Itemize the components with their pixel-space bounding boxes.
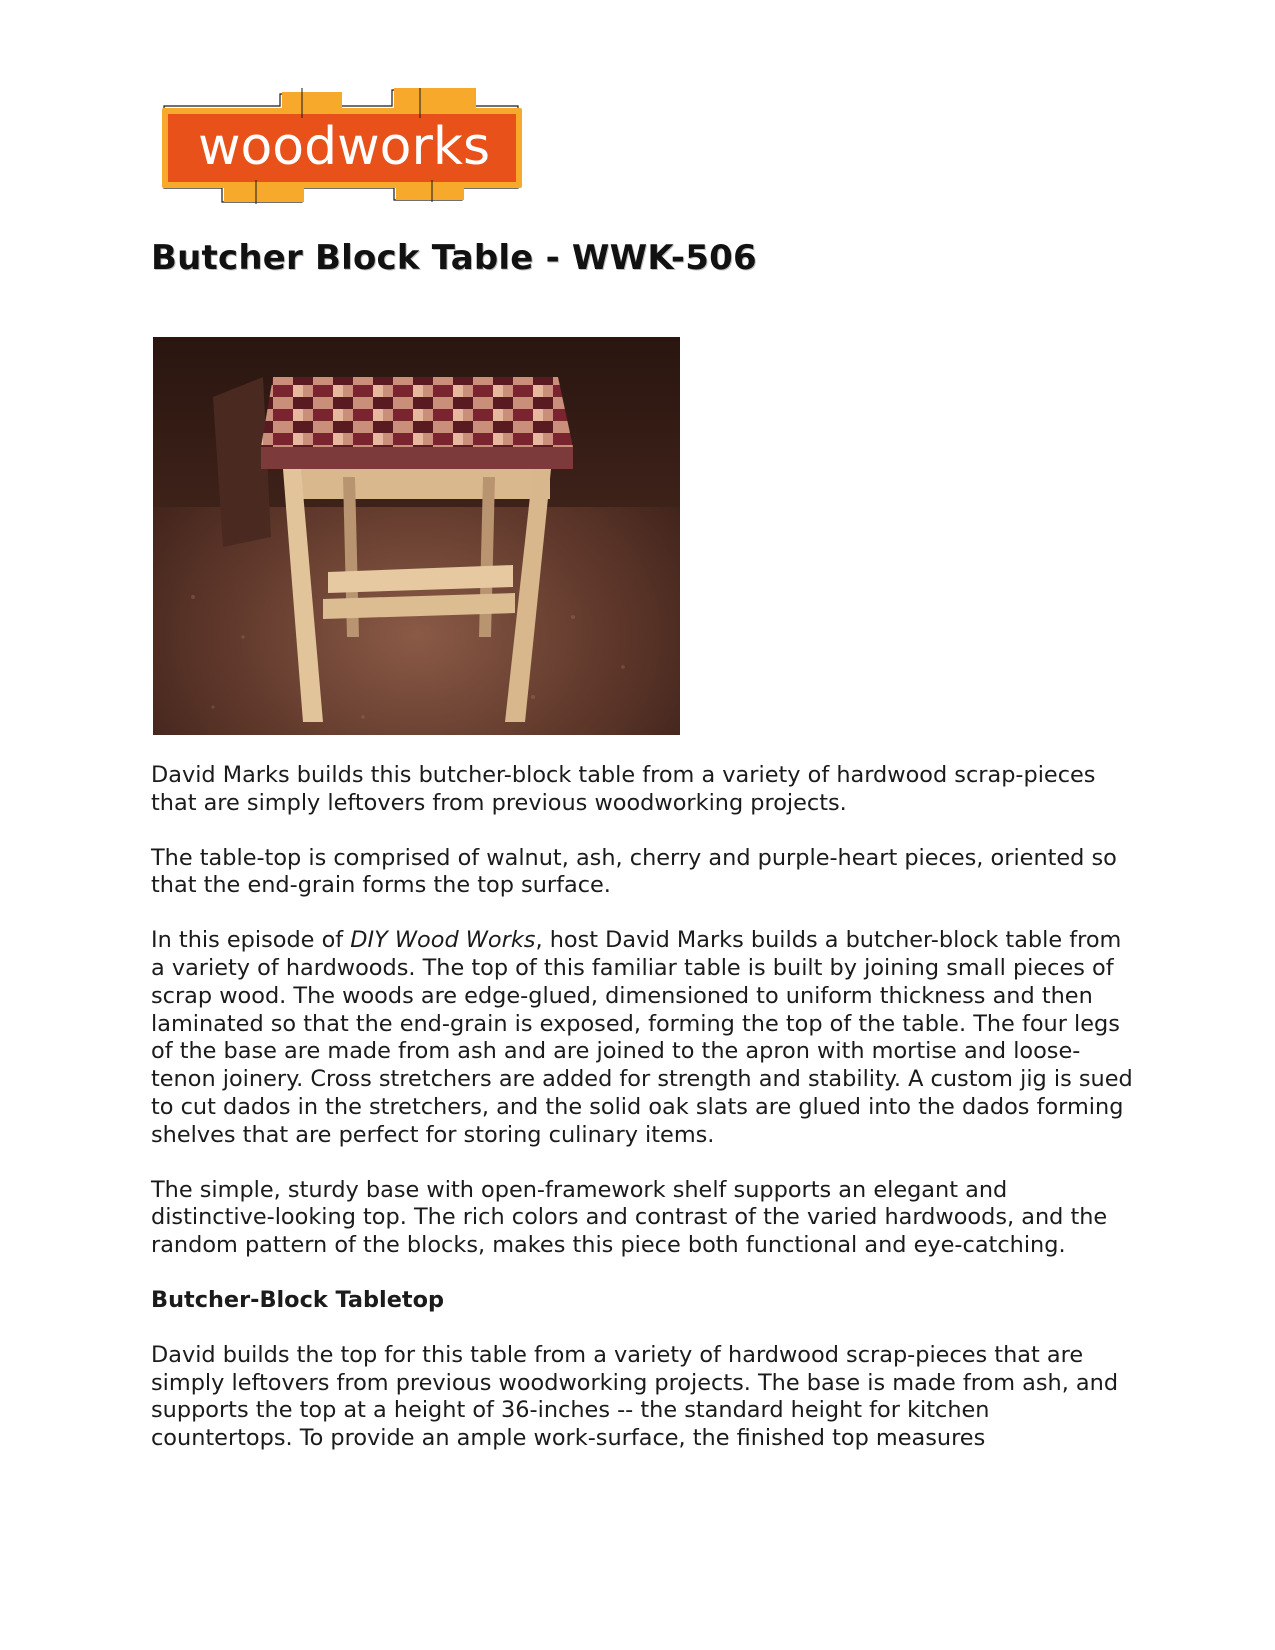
show-title: DIY Wood Works <box>350 927 536 954</box>
episode-text-lead: In this episode of <box>151 927 351 954</box>
episode-text-body: , host David Marks builds a butcher-block table from a variety of hardwoods. The top of this familiar table is built by joining small pieces of scrap wood. The woods are edge-glued, dimensioned to uniform thickness and then laminated so that the end-grain is exposed, forming the top of the table. The four legs of the base are made from ash and are joined to the apron with mortise and loose-tenon joinery. Cross stretchers are added for strength and stability. A custom jig is sued to cut dados in the stretchers, and the solid oak slats are glued into the dados forming shelves that are perfect for storing culinary items. <box>151 927 1133 1148</box>
page-title: Butcher Block Table - WWK-506 <box>151 238 757 278</box>
logo-wordmark: woodworks <box>197 117 491 177</box>
paragraph-tabletop-woods: The table-top is comprised of walnut, ash, cherry and purple-heart pieces, oriented so that the end-grain forms the top surface. <box>151 844 1117 899</box>
article-body <box>151 762 1136 1480</box>
butcher-block-table-photo <box>153 337 680 735</box>
paragraph-base: The simple, sturdy base with open-framework shelf supports an elegant and distinctive-looking top. The rich colors and contrast of the varied hardwoods, and the random pattern of the blocks, makes this piece both functional and eye-catching. <box>151 1176 1108 1259</box>
paragraph-tabletop-build: David builds the top for this table from a variety of hardwood scrap-pieces that are simply leftovers from previous woodworking projects. The base is made from ash, and supports the top at a height of 36-inches -- the standard height for kitchen countertops. To provide an ample work-surface, the finished top measures <box>151 1341 1119 1452</box>
paragraph-intro: David Marks builds this butcher-block table from a variety of hardwood scrap-pieces that are simply leftovers from previous woodworking projects. <box>151 762 1096 816</box>
woodworks-logo <box>162 88 532 206</box>
paragraph-episode <box>151 927 1136 1149</box>
section-heading: Butcher-Block Tabletop <box>151 1286 445 1313</box>
